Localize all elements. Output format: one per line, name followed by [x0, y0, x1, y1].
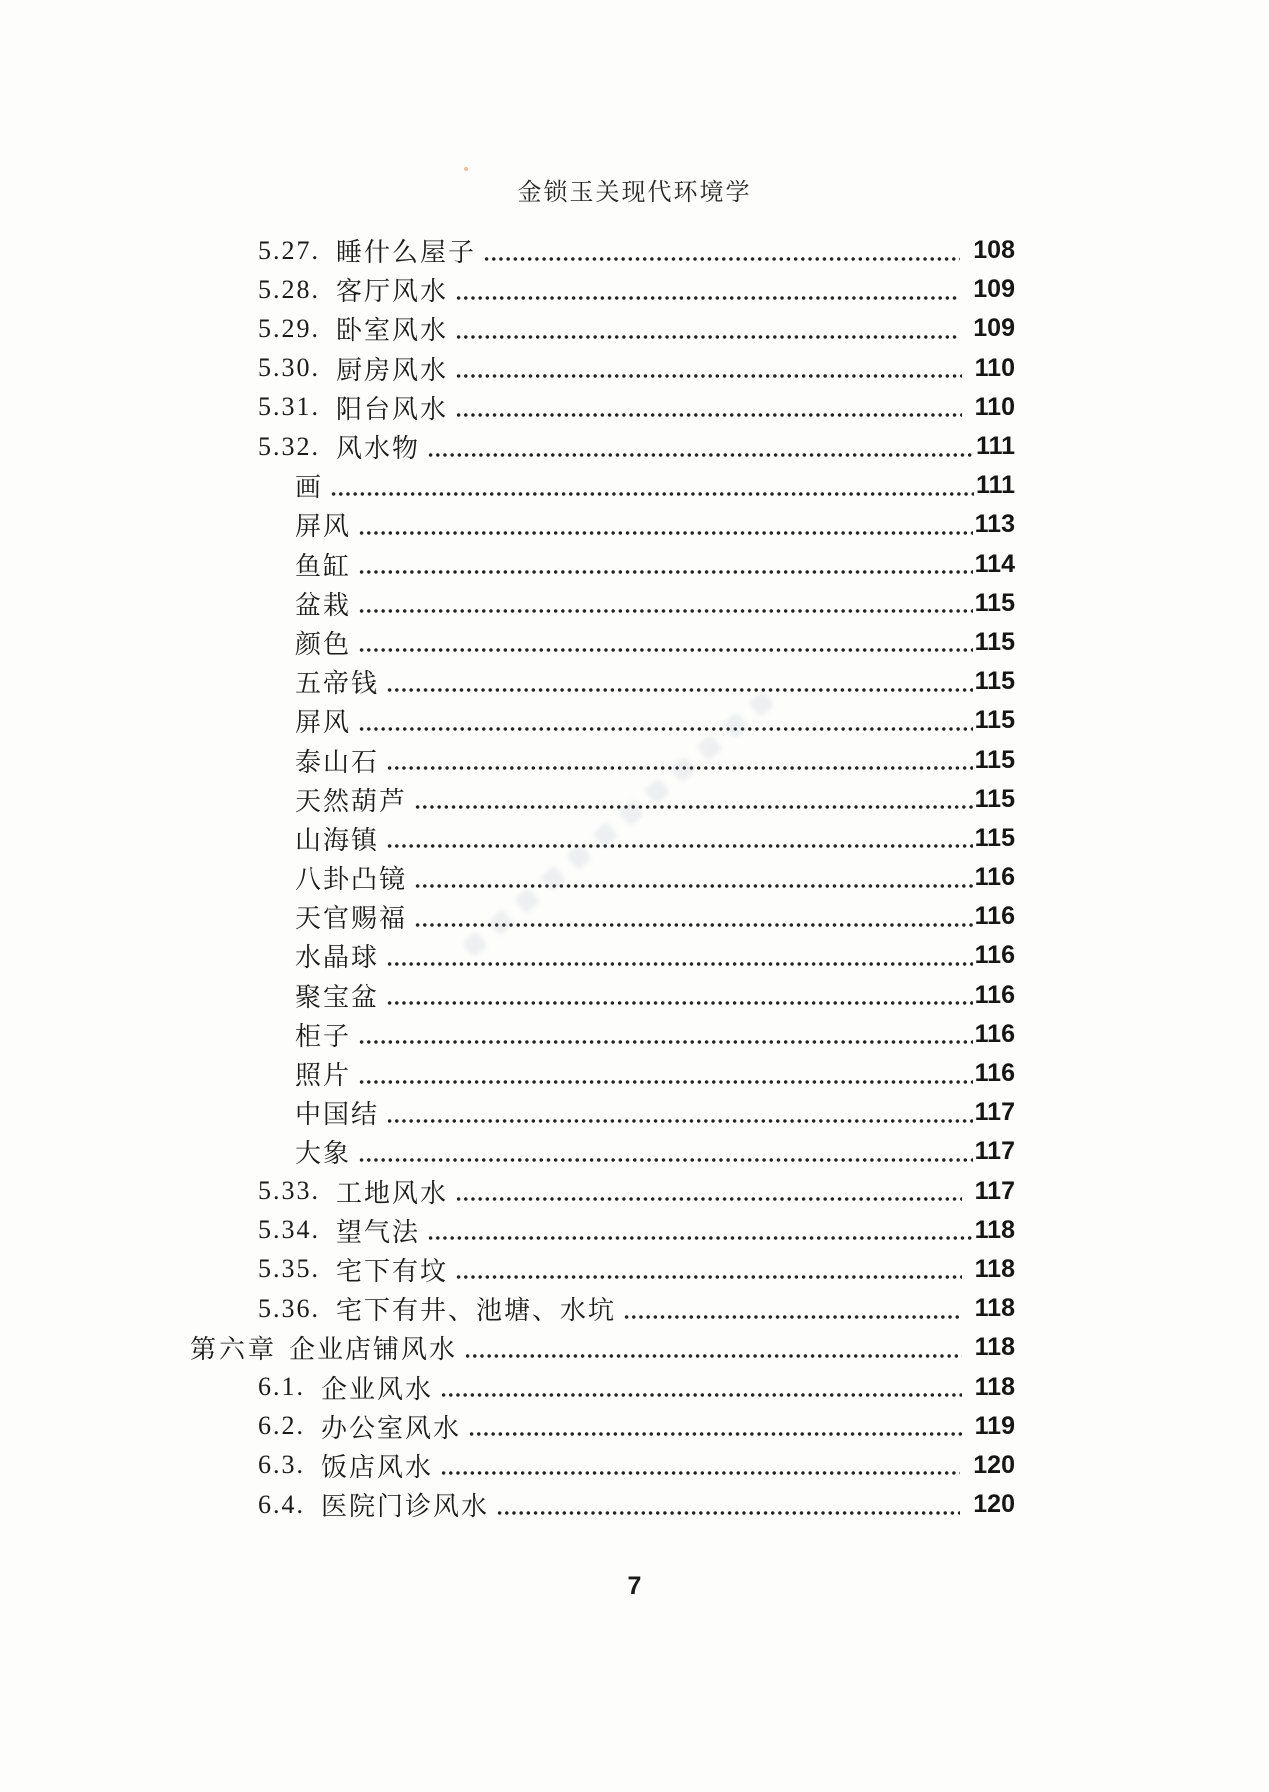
dotted-leader — [386, 669, 973, 695]
toc-entry-page: 118 — [974, 1215, 1015, 1244]
toc-entry-number: 5.33. — [258, 1176, 320, 1206]
table-of-contents — [190, 231, 1015, 1524]
toc-entry-title: 八卦凸镜 — [295, 865, 408, 895]
toc-entry — [190, 1250, 1015, 1289]
toc-entry-page: 111 — [976, 471, 1015, 500]
toc-entry-page: 110 — [974, 392, 1015, 421]
dotted-leader — [414, 786, 973, 812]
toc-entry-title: 风水物 — [336, 434, 421, 464]
dotted-leader — [358, 551, 973, 577]
toc-entry — [190, 1446, 1015, 1485]
toc-entry-title: 望气法 — [336, 1217, 421, 1247]
toc-entry — [190, 1485, 1015, 1524]
dotted-leader — [358, 1061, 973, 1087]
toc-entry — [190, 505, 1015, 544]
toc-entry-number: 6.1. — [258, 1372, 305, 1402]
toc-entry — [190, 1328, 1015, 1367]
toc-entry — [190, 270, 1015, 309]
toc-entry-title: 宅下有坟 — [336, 1256, 449, 1286]
dotted-leader — [330, 473, 974, 499]
toc-entry-title: 卧室风水 — [336, 316, 449, 346]
toc-entry — [190, 466, 1015, 505]
toc-entry-number: 5.34. — [258, 1215, 320, 1245]
dotted-leader — [455, 394, 962, 420]
toc-entry-page: 118 — [974, 1333, 1015, 1362]
toc-entry — [190, 545, 1015, 584]
toc-entry — [190, 623, 1015, 662]
toc-entry-title: 企业店铺风水 — [289, 1335, 458, 1365]
toc-entry-number: 5.28. — [258, 274, 320, 304]
toc-entry — [190, 1211, 1015, 1250]
toc-entry — [190, 1132, 1015, 1171]
toc-entry — [190, 858, 1015, 897]
page-number: 7 — [627, 1572, 642, 1600]
toc-entry-title: 颜色 — [295, 629, 352, 659]
toc-entry-title: 泰山石 — [295, 747, 380, 777]
toc-entry-title: 工地风水 — [336, 1178, 449, 1208]
toc-entry-title: 聚宝盆 — [295, 982, 380, 1012]
dotted-leader — [455, 355, 962, 381]
toc-entry — [190, 1015, 1015, 1054]
dotted-leader — [427, 434, 974, 460]
dotted-leader — [358, 708, 973, 734]
toc-entry-title: 柜子 — [295, 1021, 352, 1051]
toc-entry-title: 企业风水 — [321, 1374, 434, 1404]
toc-entry-title: 屏风 — [295, 708, 352, 738]
toc-entry-title: 照片 — [295, 1061, 352, 1091]
dotted-leader — [455, 1178, 962, 1204]
dotted-leader — [358, 590, 973, 616]
toc-entry-page: 113 — [974, 510, 1015, 539]
dotted-leader — [440, 1374, 962, 1400]
toc-entry-page: 116 — [974, 980, 1015, 1009]
toc-entry-page: 118 — [974, 1294, 1015, 1323]
dotted-leader — [455, 1256, 962, 1282]
dotted-leader — [358, 629, 973, 655]
toc-entry-number: 5.35. — [258, 1254, 320, 1284]
toc-entry-page: 116 — [974, 941, 1015, 970]
toc-entry-page: 108 — [973, 236, 1015, 265]
toc-entry-page: 115 — [974, 745, 1015, 774]
toc-entry-title: 画 — [295, 473, 324, 503]
toc-entry-number: 5.29. — [258, 313, 320, 343]
dotted-leader — [483, 238, 960, 264]
dotted-leader — [386, 747, 973, 773]
toc-entry-page: 115 — [974, 627, 1015, 656]
toc-entry — [190, 740, 1015, 779]
toc-entry-page: 114 — [974, 549, 1015, 578]
toc-entry-page: 116 — [974, 1059, 1015, 1088]
dotted-leader — [358, 1021, 973, 1047]
toc-entry-title: 中国结 — [295, 1100, 380, 1130]
toc-entry — [190, 936, 1015, 975]
running-header-title: 金锁玉关现代环境学 — [517, 180, 752, 206]
toc-entry-title: 屏风 — [295, 512, 352, 542]
toc-entry-page: 119 — [974, 1411, 1015, 1440]
toc-entry-page: 110 — [974, 353, 1015, 382]
toc-entry-title: 客厅风水 — [336, 277, 449, 307]
toc-entry-page: 120 — [973, 1450, 1015, 1479]
toc-entry-number: 第六章 — [190, 1335, 278, 1365]
toc-entry-page: 115 — [974, 823, 1015, 852]
toc-entry-title: 厨房风水 — [336, 355, 449, 385]
dotted-leader — [455, 277, 960, 303]
toc-entry — [190, 1407, 1015, 1446]
dotted-leader — [358, 1139, 973, 1165]
dotted-leader — [427, 1217, 973, 1243]
dotted-leader — [414, 904, 973, 930]
dotted-leader — [455, 316, 960, 342]
toc-entry — [190, 819, 1015, 858]
dotted-leader — [464, 1335, 962, 1361]
dotted-leader — [440, 1452, 960, 1478]
toc-entry — [190, 976, 1015, 1015]
toc-entry — [190, 1172, 1015, 1211]
dotted-leader — [386, 1100, 973, 1126]
dotted-leader — [468, 1413, 962, 1439]
toc-entry-title: 天官赐福 — [295, 904, 408, 934]
toc-entry-number: 5.27. — [258, 235, 320, 265]
toc-entry-page: 109 — [973, 275, 1015, 304]
toc-entry-page: 111 — [976, 432, 1015, 461]
toc-entry-title: 天然葫芦 — [295, 786, 408, 816]
dotted-leader — [386, 943, 973, 969]
toc-entry-title: 五帝钱 — [295, 669, 380, 699]
toc-entry-title: 水晶球 — [295, 943, 380, 973]
toc-entry — [190, 897, 1015, 936]
dotted-leader — [386, 825, 973, 851]
toc-entry — [190, 388, 1015, 427]
toc-entry-page: 115 — [974, 588, 1015, 617]
toc-entry-number: 5.30. — [258, 353, 320, 383]
dotted-leader — [496, 1492, 960, 1518]
toc-entry — [190, 662, 1015, 701]
toc-entry-title: 盆栽 — [295, 590, 352, 620]
toc-entry-title: 办公室风水 — [321, 1413, 462, 1443]
toc-entry-title: 大象 — [295, 1139, 352, 1169]
toc-entry-page: 117 — [974, 1098, 1015, 1127]
toc-entry-page: 118 — [974, 1372, 1015, 1401]
toc-entry — [190, 701, 1015, 740]
toc-entry — [190, 1054, 1015, 1093]
toc-entry-page: 116 — [974, 1019, 1015, 1048]
toc-entry — [190, 427, 1015, 466]
toc-entry-page: 109 — [973, 314, 1015, 343]
toc-entry-title: 睡什么屋子 — [336, 238, 477, 268]
toc-entry — [190, 1093, 1015, 1132]
dotted-leader — [414, 865, 973, 891]
toc-entry-title: 山海镇 — [295, 825, 380, 855]
scan-speck — [464, 167, 468, 171]
toc-entry-page: 115 — [974, 706, 1015, 735]
toc-entry — [190, 231, 1015, 270]
toc-entry-page: 116 — [974, 902, 1015, 931]
toc-entry — [190, 1367, 1015, 1406]
toc-entry — [190, 309, 1015, 348]
toc-entry — [190, 1289, 1015, 1328]
toc-entry-title: 医院门诊风水 — [321, 1492, 490, 1522]
dotted-leader — [358, 512, 973, 538]
toc-entry-number: 5.32. — [258, 431, 320, 461]
toc-entry-title: 饭店风水 — [321, 1452, 434, 1482]
dotted-leader — [623, 1296, 962, 1322]
toc-entry-page: 118 — [974, 1254, 1015, 1283]
toc-entry — [190, 584, 1015, 623]
toc-entry-page: 115 — [974, 784, 1015, 813]
dotted-leader — [386, 982, 973, 1008]
toc-entry — [190, 349, 1015, 388]
toc-entry-number: 5.36. — [258, 1293, 320, 1323]
toc-entry-page: 120 — [973, 1490, 1015, 1519]
toc-entry-page: 116 — [974, 863, 1015, 892]
toc-entry-page: 115 — [974, 667, 1015, 696]
toc-entry-title: 鱼缸 — [295, 551, 352, 581]
toc-entry-title: 阳台风水 — [336, 394, 449, 424]
toc-entry-number: 6.3. — [258, 1450, 305, 1480]
toc-entry-number: 6.4. — [258, 1489, 305, 1519]
toc-entry — [190, 780, 1015, 819]
toc-entry-number: 5.31. — [258, 392, 320, 422]
toc-entry-title: 宅下有井、池塘、水坑 — [336, 1296, 617, 1326]
toc-entry-page: 117 — [974, 1137, 1015, 1166]
toc-entry-number: 6.2. — [258, 1411, 305, 1441]
toc-entry-page: 117 — [974, 1176, 1015, 1205]
